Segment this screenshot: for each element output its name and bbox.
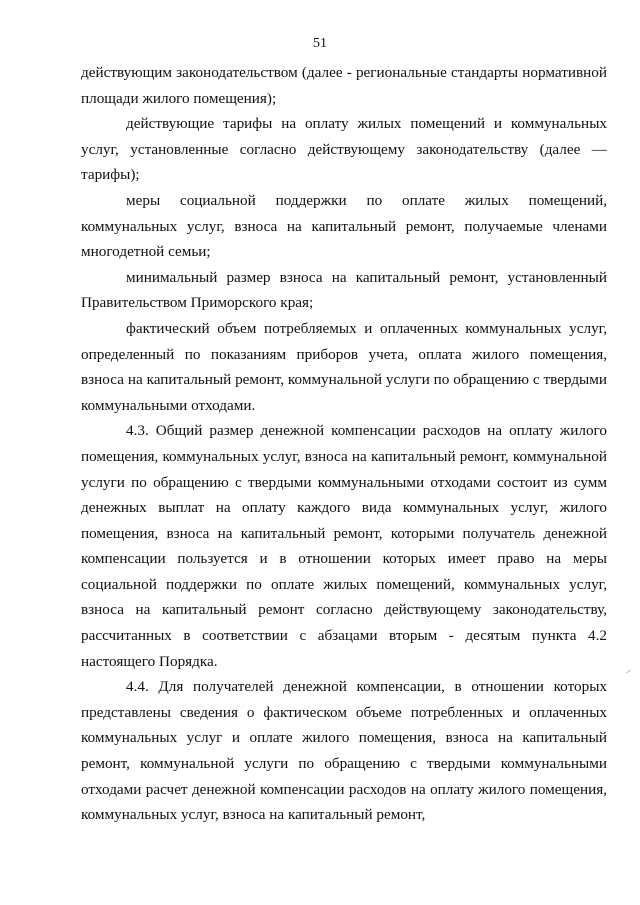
paragraph-min-contribution: минимальный размер взноса на капитальный ремонт, установленный Правительством Приморского края;	[81, 268, 607, 312]
document-body	[81, 60, 607, 828]
paragraph-section-4-3: 4.3. Общий размер денежной компенсации расходов на оплату жилого помещения, коммунальных услуг, взноса на капитальный ремонт, коммунальной услуги по обращению с твердыми коммунальными отходами состоит из сумм денежных выплат на оплату каждого вида коммунальных услуг, жилого помещения, взноса на капитальный ремонт, которыми получатель денежной компенсации пользуется и в отношении которых имеет право на меры социальной поддержки по оплате жилых помещений, коммунальных услуг, взноса на капитальный ремонт согласно действующему законодательству, рассчитанных в соответствии с абзацами вторым - десятым пункта 4.2 настоящего Порядка.	[81, 422, 607, 670]
paragraph-regional-standards: действующим законодательством (далее - региональные стандарты нормативной площади жилого помещения);	[81, 64, 607, 107]
paragraph-actual-volume: фактический объем потребляемых и оплаченных коммунальных услуг, определенный по показаниям приборов учета, оплата жилого помещения, взноса на капитальный ремонт, коммунальной услуги по обращению с твердыми коммунальными отходами.	[81, 319, 607, 414]
paragraph-social-support: меры социальной поддержки по оплате жилых помещений, коммунальных услуг, взноса на капитальный ремонт, получаемые членами многодетной семьи;	[81, 191, 607, 261]
paragraph-tariffs: действующие тарифы на оплату жилых помещений и коммунальных услуг, установленные согласно действующему законодательству (далее — тарифы);	[81, 115, 607, 184]
scan-mark	[626, 670, 631, 674]
paragraph-section-4-4: 4.4. Для получателей денежной компенсации, в отношении которых представлены сведения о фактическом объеме потребленных и оплаченных коммунальных услуг и оплате жилого помещения, взноса на капитальный ремонт, коммунальной услуги по обращению с твердыми коммунальными отходами расчет денежной компенсации расходов на оплату жилого помещения, коммунальных услуг, взноса на капитальный ремонт,	[81, 678, 607, 824]
page-number: 51	[313, 36, 327, 51]
